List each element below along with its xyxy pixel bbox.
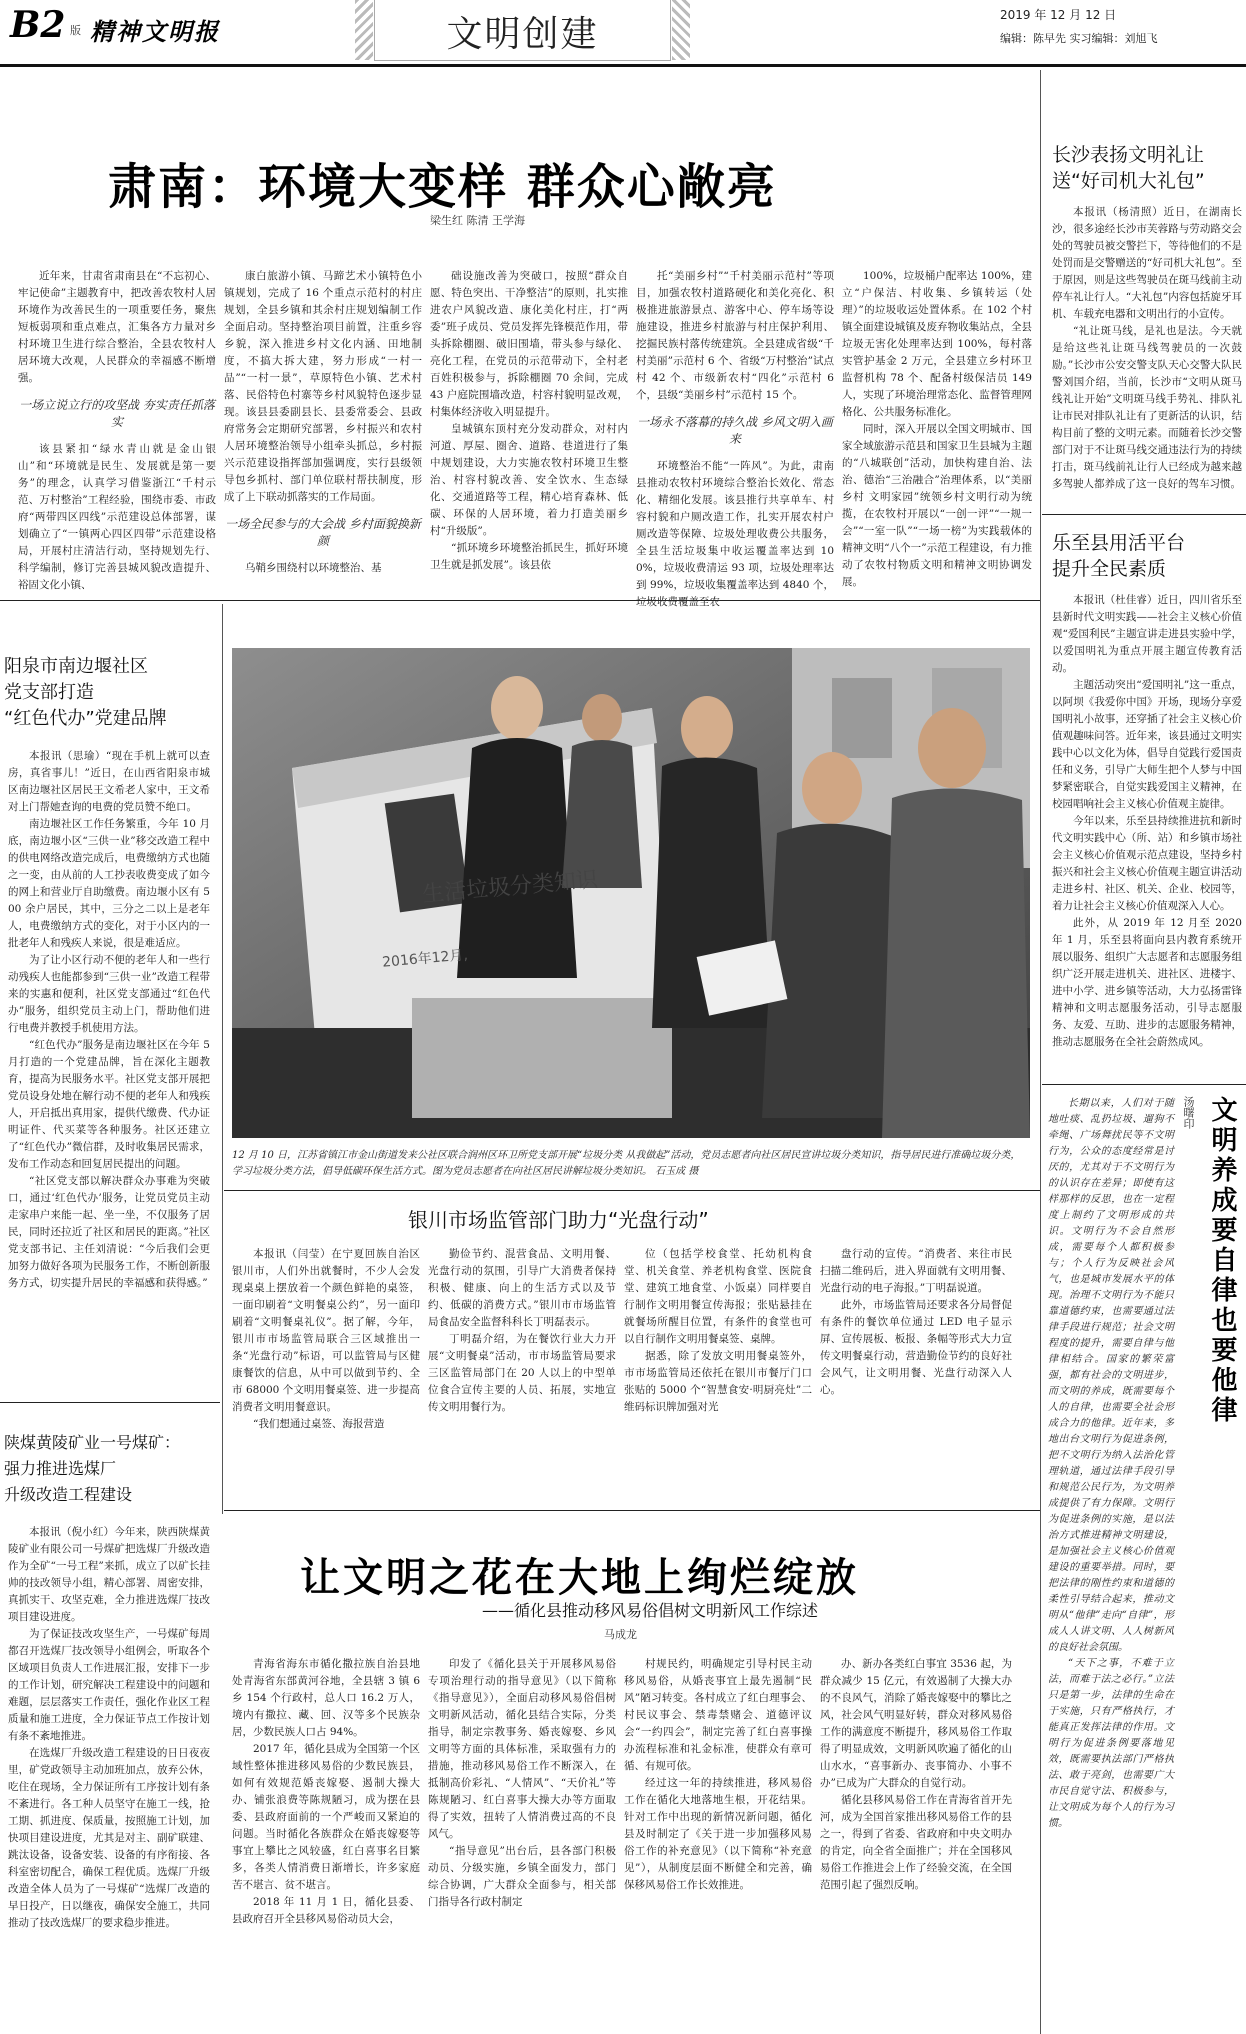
bottom-col-2 xyxy=(428,1656,616,2026)
left-art1-para-2: 南边堰社区工作任务繁重，今年 10 月底，南边堰小区“三供一业”移交改造工程中的供电网络改造完成后，电费缴纳方式也随之一变，由从前的人工抄表收费变成了如今的网上和营业厅自助缴费。南边堰小区有 500 余户居民，其中，三分之二以上是老年人，电费缴纳方式的变化，对于小区内的一批老年人和残疾人来说，很是难适应。 xyxy=(8,818,210,949)
bottom-col-1-para-b: 2017 年，循化县成为全国第一个区域性整体推进移风易俗的少数民族县，如何有效规范婚丧嫁娶、遏制大操大办、铺张浪费等陈规陋习，成为摆在县委、县政府面前的一个严峻而又紧迫的问题。当时循化各族群众在婚丧嫁娶等事宜上攀比之风较盛，红白喜事名目繁多，各类人情消费日渐增长，许多家庭苦不堪言、贫不堪言。 xyxy=(232,1743,420,1891)
lead-byline: 梁生红 陈清 王学海 xyxy=(430,214,525,227)
vertical-col-title: 文明养成要自律也要他律 xyxy=(1207,1096,1237,1426)
left-art1-para-5: “社区党支部以解决群众办事难为突破口，通过‘红色代办’服务，让党员党员主动走家串户来能一起、坐一坐，不仅服务了居民，同时还拉近了社区和居民的距离。”社区党支部书记、主任刘清说：“今后我们会更加努力做好各项为民服务工作，不断创新服务方式，切实提升居民的幸福感和获得感。” xyxy=(8,1175,210,1289)
mid-col-4-para: 盘行动的宣传。“消费者、来往市民扫描二维码后，进入界面就有文明用餐、光盘行动的电子海报。”丁明磊说道。 xyxy=(820,1248,1012,1294)
left-art2-body xyxy=(8,1524,210,2024)
masthead xyxy=(0,0,1246,70)
left-art1-bottom-rule xyxy=(0,1402,220,1403)
mid-col-2 xyxy=(428,1246,616,1490)
photo-caption: 12 月 10 日，江苏省镇江市金山街道发来公社区联合润州区环卫所党支部开展“垃圾分类 从我做起”活动，党员志愿者向社区居民宣讲垃圾分类知识，指导居民进行准确垃圾分类，学习垃圾分类方法，倡导低碳环保生活方式。图为党员志愿者在向社区居民讲解垃圾分类知识。 石玉成 摄 xyxy=(232,1150,1021,1177)
lead-col-2-para: 康白旅游小镇、马蹄艺术小镇特色小镇规划，完成了 16 个重点示范村的村庄规划，全县乡镇和其余村庄规划编制工作全面启动。坚持整治项目前置，注重乡容乡貌，深入推进乡村文化内涵、田地制度，不搞大拆大建，努力形成“一村一品”“一村一景”，草原特色小镇、艺术村落、民俗特色村寨等乡村风貌特色逐步显现。该县县委副县长、县委常委会、县政府常务会定期研究部署，乡村振兴和农村人居环境整治领导小组牵头抓总，乡村振兴示范建设指挥部加强调度，实行县级领导包乡抓村、部门单位联村帮扶制度，形成了上下联动抓落实的工作局面。 xyxy=(224,270,422,503)
vertical-col-author: 汤曙印 xyxy=(1182,1096,1195,1129)
right-art2-body xyxy=(1052,592,1242,1076)
right-art1-para: 本报讯（杨清照）近日，在湖南长沙，很多途经长沙市芙蓉路与劳动路交会处的驾驶员被交警拦下，等待他们的不是处罚而是交警赠送的“好司机大礼包”。至于原因，则是这些驾驶员在斑马线前主动停车礼让行人。“大礼包”内容包括旋牙耳机、车载充电器和文明出行的小宣传。 xyxy=(1052,206,1242,320)
mid-col-2-para: 勤俭节约、混营食品、文明用餐、光盘行动的氛围，引导广大消费者保持积极、健康、向上的生活方式以及节约、低碳的消费方式。”银川市市场监管局食品安全监督科科长丁明磊表示。 xyxy=(428,1248,616,1328)
left-art1-para-3: 为了让小区行动不便的老年人和一些行动残疾人也能都参到“三供一业”改造工程带来的实惠和便利，社区党支部通过“红色代办”服务，组织党员主动上门，帮助他们进行电费并教授手机使用方法。 xyxy=(8,954,210,1034)
right-art1-title-line1: 长沙表扬文明礼让 xyxy=(1052,144,1205,166)
mid-col-4 xyxy=(820,1246,1012,1490)
lead-col-3-para-b: 皇城镇东顶村充分发动群众，对村内河道、厚屋、圈舍、道路、巷道进行了集中规划建设，大力实施农牧村环境卫生整治、村容村貌改善、安全饮水、生态绿化、交通道路等工程，精心培育森林、低碳、环保的人居环境，着力打造美丽乡村“升级版”。 xyxy=(430,423,628,537)
mid-bottom-rule xyxy=(224,1510,1040,1511)
issue-date: 2019 年 12 月 12 日 xyxy=(1000,8,1117,22)
right-art2-para-3: 今年以来，乐至县持续推进抗和新时代文明实践中心（所、站）和乡镇市场社会主义核心价值观示范点建设，坚持乡村振兴和社会主义核心价值观主题宣讲活动走进乡村、社区、机关、企业、校园等，着力让社会主义核心价值观深入人心。 xyxy=(1052,815,1242,912)
bottom-col-4 xyxy=(820,1656,1012,2026)
lead-col-4-para: 托“美丽乡村”“千村美丽示范村”等项目，加强农牧村道路硬化和美化亮化、积极推进旅游景点、游客中心、停车场等设施建设，推进乡村旅游与村庄保护利用、挖掘民族村落传统建筑。全县建成省级“千村美丽”示范村 6 个、省级“万村整治”试点村 42 个、市级新农村“四化”示范村 6 个，县级“美丽乡村”示范村 15 个。 xyxy=(636,270,834,401)
right-art2-title-line2: 提升全民素质 xyxy=(1052,558,1167,580)
paper-name-logo: 精神文明报 xyxy=(90,17,220,46)
photo-sign-text-2: 2016年12月, xyxy=(381,947,469,971)
left-art1-para: 本报讯（思瑜）“现在手机上就可以查房，真省事儿！”近日，在山西省阳泉市城区南边堰社区居民王文希老人家中，王文希对上门帮她查询的电费的党员赞不绝口。 xyxy=(8,750,210,813)
lead-col-2-para-b: 乌鞘乡围绕村以环境整治、基 xyxy=(245,562,382,574)
bottom-col-2-para-b: “指导意见”出台后，县各部门积极动员、分级实施，乡镇全面发力，部门综合协调，广大群众全面参与，相关部门指导各行政村制定 xyxy=(428,1845,616,1908)
right-art2-title-line1: 乐至县用活平台 xyxy=(1052,532,1186,554)
editors-line: 编辑：陈早先 实习编辑：刘旭飞 xyxy=(1000,32,1158,45)
vertical-col-body xyxy=(1048,1096,1174,2024)
bottom-col-2-para: 印发了《循化县关于开展移风易俗专项治理行动的指导意见》（以下简称《指导意见》），全面启动移风易俗倡树文明新风活动，循化县结合实际，分类指导，制定宗教事务、婚丧嫁娶、乡风文明等方面的具体标准，采取强有力的措施，推动移风易俗工作不断深入，在抵制高价彩礼、“人情风”、“天价礼”等陈规陋习、红白喜事大操大办等方面取得了实效，扭转了人情消费过高的不良风气。 xyxy=(428,1658,616,1840)
vertical-col-para: 长期以来，人们对于随地吐痰、乱扔垃圾、遛狗不牵绳、广场舞扰民等不文明行为，公众的态度经常是讨厌的，尤其对于不文明行为的认识存在差异；即使有这样那样的反思，也在一定程度上制约了文明形成的共识。文明行为不会自然形成，需要每个人都积极参与；个人行为反映社会风气，也是城市发展水平的体现。治理不文明行为不能只靠道德约束，也需要通过法律手段进行规范；社会文明程度的提升，需要自律与他律相结合。国家的繁荣富强，都有社会的文明进步，而文明的养成，既需要每个人的自律，也需要全社会形成合力的他律。近年来，多地出台文明行为促进条例，把不文明行为纳入法治化管理轨道，通过法律手段引导和规范公民行为，为文明养成提供了有力保障。文明行为促进条例的实施，是以法治方式推进精神文明建设，是加强社会主义核心价值观建设的重要举措。同时，要把法律的刚性约束和道德的柔性引导结合起来，推动文明从“他律”走向“自律”，形成人人讲文明、人人树新风的良好社会氛围。 xyxy=(1048,1098,1174,1653)
vertical-col-divider xyxy=(1040,1084,1041,2034)
left-art2-para-2: 为了保证技改攻坚生产，一号煤矿每周都召开选煤厂技改领导小组例会，听取各个区域项目负责人工作进展汇报，安排下一步的工作计划，研究解决工程建设中的问题和难题，层层落实工作责任，强化作业区工程质量和施工进度，全力保证节点工作按计划有条不紊地推进。 xyxy=(8,1628,210,1742)
mid-col-4-para-b: 此外，市场监管局还要求各分局督促有条件的餐饮单位通过 LED 电子显示屏、宣传展板、板报、条幅等形式大力宣传文明餐桌行动，营造勤俭节约的良好社会风气，让文明用餐、光盘行动深入人心。 xyxy=(820,1299,1012,1396)
left-art2-title-line2: 强力推进选煤厂 xyxy=(4,1459,117,1478)
left-col-divider xyxy=(222,604,223,1514)
lead-subhead-1: 一场立说立行的攻坚战 夯实责任抓落实 xyxy=(19,398,215,429)
lead-col-3-para: 础设施改善为突破口，按照“群众自愿、特色突出、干净整洁”的原则，扎实推进农户风貌改造、康化美化村庄，打“两委”班子成员、党员发挥先锋模范作用，带头拆除棚圈、破旧围墙，带头参与绿化、亮化工程，在党员的示范带动下，全村老百姓积极参与，拆除棚圈 70 余间，完成 43 户庭院围墙改造，村容村貌明显改观，村集体经济收入明显提升。 xyxy=(430,270,628,418)
mid-col-3 xyxy=(624,1246,812,1490)
photo-sign-text-1: 生活垃圾分类知识 xyxy=(421,867,599,908)
left-art1-title-line3: “红色代办”党建品牌 xyxy=(4,708,167,729)
section-title: 文明创建 xyxy=(446,14,599,55)
mid-headline: 银川市场监管部门助力“光盘行动” xyxy=(408,1208,709,1232)
lead-bottom-rule xyxy=(0,600,1040,601)
bottom-headline: 让文明之花在大地上绚烂绽放 xyxy=(300,1554,859,1601)
mid-col-1-para: 本报讯（闫莹）在宁夏回族自治区银川市，人们外出就餐时，不少人会发现桌桌上摆放着一个颜色鲜艳的桌签，一面印刷着“文明餐桌公约”，另一面印刷着“文明餐桌礼仪”。据了解，今年，银川市市场监管局联合三区域推出一条“光盘行动”标语，可以监管局与区健康餐饮的信息，从中可以做到节约、全市 68000 个文明用餐桌签、进一步提高消费者文明用餐意识。 xyxy=(232,1248,420,1413)
page-number: B2 xyxy=(10,4,66,46)
lead-col-4-para-b: 环境整治不能“一阵风”。为此，肃南县推动农牧村环境综合整治长效化、常态化、精细化发展。该县推行共享单车、村容村貌和户厕改造工作，扎实开展农村户厕改造等保障、垃圾处理收费公共服务，全县生活垃圾集中收运覆盖率达到 100%，垃圾收费清运 93 项，垃圾处理率达到 99%，垃圾收集覆盖率达到 4840 个，垃圾收费覆盖至农 xyxy=(636,460,834,608)
left-art1-title-line1: 阳泉市南边堰社区 xyxy=(4,656,148,677)
bottom-col-4-para-b: 循化县移风易俗工作在青海省首开先河，成为全国首家推出移风易俗工作的县之一，得到了省委、省政府和中央文明办的肯定，向全省全面推广；并在全国移风易俗工作推进会上作了经验交流，在全国范围引起了强烈反响。 xyxy=(820,1794,1012,1891)
mid-col-3-para-b: 据悉，除了发放文明用餐桌签外，市市场监管局还依托在银川市餐厅门口张贴的 5000 个“智慧食安·明厨亮灶”二维码标识牌加强对光 xyxy=(624,1350,812,1413)
left-art2-title-line3: 升级改造工程建设 xyxy=(4,1485,133,1504)
right-art2-para-4: 此外，从 2019 年 12 月至 2020 年 1 月，乐至县将面向县内教育系统开展以服务、组织广大志愿者和志愿服务组织广泛开展走进机关、进社区、进楼宇、进中小学、进乡镇等活动，大力弘扬雷锋精神和文明志愿服务活动，引导志愿服务、友爱、互助、进步的志愿服务精神，推动志愿服务在全社会蔚然成风。 xyxy=(1052,917,1242,1048)
bottom-col-1 xyxy=(232,1656,420,2026)
photo-bottom-rule xyxy=(224,1190,1040,1191)
lead-col-5-para: 100%，垃圾桶户配率达 100%，建立“户保洁、村收集、乡镇转运（处理）”的垃圾收运处置体系。在 102 个村镇全面建设城镇及废弃物收集站点，全县垃圾无害化处理率达到 100%，每村落实管护基金 2 万元，全县建立乡村环卫监督机构 78 个、配备村级保洁员 149 人，实现了环境治理常态化、监督管理网格化、公共服务标准化。 xyxy=(842,270,1032,418)
lead-subhead-3: 一场永不落幕的持久战 乡风文明入画来 xyxy=(637,415,833,446)
left-art2-para-3: 在选煤厂升级改造工程建设的日日夜夜里，矿党政领导主动加班加点，放弃公休，吃住在现场，全力保证所有工序按计划有条不紊进行。各工种人员坚守在施工一线，抢工期、抓进度、保质量，按照施工计划，加快项目建设进度，尤其是对主、副矿联建、跳汰设备，设备安装、设备的有序衔接、各科室密切配合，确保工程优质。选煤厂升级改造全体人员为了一号煤矿“选煤厂改造的早日投产，日以继夜，确保安全施工，共同推动了技改选煤厂的要求稳步推进。 xyxy=(8,1747,210,1929)
bottom-col-3 xyxy=(624,1656,812,2026)
bottom-col-3-para-b: 经过这一年的持续推进，移风易俗工作在循化大地落地生根，开花结果。针对工作中出现的新情况新问题，循化县及时制定了《关于进一步加强移风易俗工作的补充意见》（以下简称“补充意见”），从制度层面不断健全和完善，确保移风易俗工作长效推进。 xyxy=(624,1777,812,1891)
lead-col-3-para-c: “抓环境乡环境整治抓民生，抓好环境卫生就是抓发展”。该县依 xyxy=(430,542,628,571)
right-art2-para: 本报讯（杜佳睿）近日，四川省乐至县新时代文明实践——社会主义核心价值观“爱国利民”主题宣讲走进县实验中学，以爱国明礼为重点开展主题宣传教育活动。 xyxy=(1052,594,1242,674)
table xyxy=(412,998,672,1118)
lead-col-1-para-b: 该县紧扣“绿水青山就是金山银山”和“环境就是民生、发展就是第一要务”的理念，认真学习借鉴浙江“千村示范、万村整治”工程经验，围绕市委、市政府“两带四区四线”示范建设总体部署，谋划确立了“一镇两心四区四带”示范建设格局，开展村庄清洁行动，坚持规划先行、科学编制，修订完善县城风貌改造提升、裕固文化小镇、 xyxy=(18,443,216,591)
lead-col-2 xyxy=(224,268,422,588)
left-art2-para: 本报讯（倪小红）今年来，陕西陕煤黄陵矿业有限公司一号煤矿把选煤厂升级改造作为全矿“一号工程”来抓，成立了以矿长挂帅的技改领导小组，精心部署、周密安排，真抓实干、攻坚克难，全力推进选煤厂技改项目建设进度。 xyxy=(8,1526,210,1623)
section-banner-left-stripes xyxy=(355,0,373,60)
mid-col-1 xyxy=(232,1246,420,1490)
left-art2-title-line1: 陕煤黄陵矿业一号煤矿： xyxy=(4,1433,181,1452)
left-art1-para-4: “红色代办”服务是南边堰社区在今年 5 月打造的一个党建品牌，旨在深化主题教育，提高为民服务水平。社区党支部开展把党员设身处地在解行动不便的老年人和残疾人，开启抵出真用家，提供代缴费、代办证明证件、代买菜等各种服务。社区还建立了“红色代办”微信群，及时收集居民需求，发布工作动态和回复居民提出的问题。 xyxy=(8,1039,210,1170)
masthead-rule xyxy=(0,64,1246,67)
lead-col-4 xyxy=(636,268,834,608)
right-art1-body xyxy=(1052,204,1242,504)
lead-col-5 xyxy=(842,268,1032,588)
photo-scene xyxy=(232,648,1030,1138)
bottom-col-3-para: 村规民约，明确规定引导村民主动移风易俗，从婚丧事宜上最先遏制“民风”陋习转变。各村成立了红白理事会、村民议事会、禁毒禁赌会、道德评议会“一约四会”，制定完善了红白喜事操办流程标准和礼金标准，使群众有章可循、有规可依。 xyxy=(624,1658,812,1772)
bottom-byline: 马成龙 xyxy=(604,1628,637,1641)
mid-col-3-para: 位（包括学校食堂、托幼机构食堂、机关食堂、养老机构食堂、医院食堂、建筑工地食堂、小饭桌）同样要自行制作文明用餐宣传海报；张贴悬挂在就餐场所醒目位置，有条件的食堂也可以自行制作文明用餐桌签、桌牌。 xyxy=(624,1248,812,1345)
section-banner-right-stripes xyxy=(672,0,690,60)
news-photo xyxy=(232,648,1030,1138)
lead-col-3 xyxy=(430,268,628,588)
bottom-col-1-para-c: 2018 年 11 月 1 日，循化县委、县政府召开全县移风易俗动员大会， xyxy=(232,1896,420,1925)
right-art1-para-2: “礼让斑马线，是礼也是法。今天就是给这些礼让斑马线驾驶员的一次鼓励。”长沙市公安交警支队天心交警大队民警刘国介绍，当前，长沙市“文明从斑马线礼让开始”文明斑马线手势礼、排队礼让市民对排队礼让有了更新活的认识，结构目前了整的文明元素。而随着长沙交警部门对于不让斑马线交通违法行为的持续打击，斑马线前礼让行人已经成为越来越多驾驶人都养成了这一良好的驾车习惯。 xyxy=(1052,325,1242,490)
right-art2-para-2: 主题活动突出“爱国明礼”这一重点，以阿坝《我爱你中国》开场，现场分享爱国明礼小故事，还穿插了社会主义核心价值观趣味问答。近年来，该县通过文明实践中心以文化为体，倡导自觉践行爱国责任和义务，引导广大师生把个人梦与中国梦紧密联合，自觉实践爱国主义精神，在校园唱响社会主义核心价值观主旋律。 xyxy=(1052,679,1242,810)
right-art1-bottom-rule xyxy=(1042,514,1246,515)
vertical-col-top-rule xyxy=(1042,1084,1246,1085)
page-number-suffix: 版 xyxy=(70,24,81,37)
lead-col-1 xyxy=(18,268,216,591)
mid-col-1-para-b: “我们想通过桌签、海报营造 xyxy=(253,1418,385,1430)
mid-col-2-para-b: 丁明磊介绍，为在餐饮行业大力开展“文明餐桌”活动，市市场监管局要求三区监管局部门在 20 人以上的中型单位食合宣传主要的人员、拓展，实地宣传文明用餐行为。 xyxy=(428,1333,616,1413)
section-banner xyxy=(374,0,671,61)
lead-col-5-para-b: 同时，深入开展以全国文明城市、国家全域旅游示范县和国家卫生县城为主题的“八城联创”活动，加快构建自治、法治、德治“三治融合”治理体系，以“美丽乡村 文明家园”统领乡村文明行动为统揽，在农牧村开展以“一创一评”“一规一会”“一室一队”“一场一榜”为实践载体的精神文明“八个一”示范工程建设，有力推动了农牧村物质文明和精神文明协调发展。 xyxy=(842,423,1032,588)
bottom-col-4-para: 办、新办各类红白事宜 3536 起，为群众减少 15 亿元，有效遏制了大操大办的不良风气，消除了婚丧嫁娶中的攀比之风，社会风气明显好转，群众对移风易俗工作的满意度不断提升，移风易俗工作取得了明显成效，文明新风吹遍了循化的山山水水，“喜事新办、丧事简办、小事不办”已成为广大群众的自觉行动。 xyxy=(820,1658,1012,1789)
right-art1-title-line2: 送“好司机大礼包” xyxy=(1052,170,1205,192)
left-art1-title-line2: 党支部打造 xyxy=(4,682,94,703)
left-art1-body xyxy=(8,748,210,1396)
lead-headline: 肃南：环境大变样 群众心敞亮 xyxy=(108,159,777,215)
bottom-col-1-para: 青海省海东市循化撒拉族自治县地处青海省东部黄河谷地，全县辖 3 镇 6 乡 154 个行政村，总人口 16.2 万人，境内有撒拉、藏、回、汉等多个民族杂居，少数民族人口占 94%。 xyxy=(232,1658,420,1738)
lead-col-1-para: 近年来，甘肃省肃南县在“不忘初心、牢记使命”主题教育中，把改善农牧村人居环境作为改善民生的一项重要任务，聚焦短板弱项和重点难点，汇集各方力量对乡村环境卫生进行综合整治，全县农牧村人居环境大改观，人民群众的幸福感不断增强。 xyxy=(18,270,216,384)
lead-subhead-2: 一场全民参与的大会战 乡村面貌换新颜 xyxy=(225,517,421,548)
vertical-col-para-2: “天下之事，不难于立法，而难于法之必行。”立法只是第一步，法律的生命在于实施，只有严格执行，才能真正发挥法律的作用。文明行为促进条例要落地见效，既需要执法部门严格执法、敢于亮剑，也需要广大市民自觉守法、积极参与，让文明成为每个人的行为习惯。 xyxy=(1048,1658,1174,1829)
bottom-subhead: ——循化县推动移风易俗倡树文明新风工作综述 xyxy=(482,1601,819,1620)
